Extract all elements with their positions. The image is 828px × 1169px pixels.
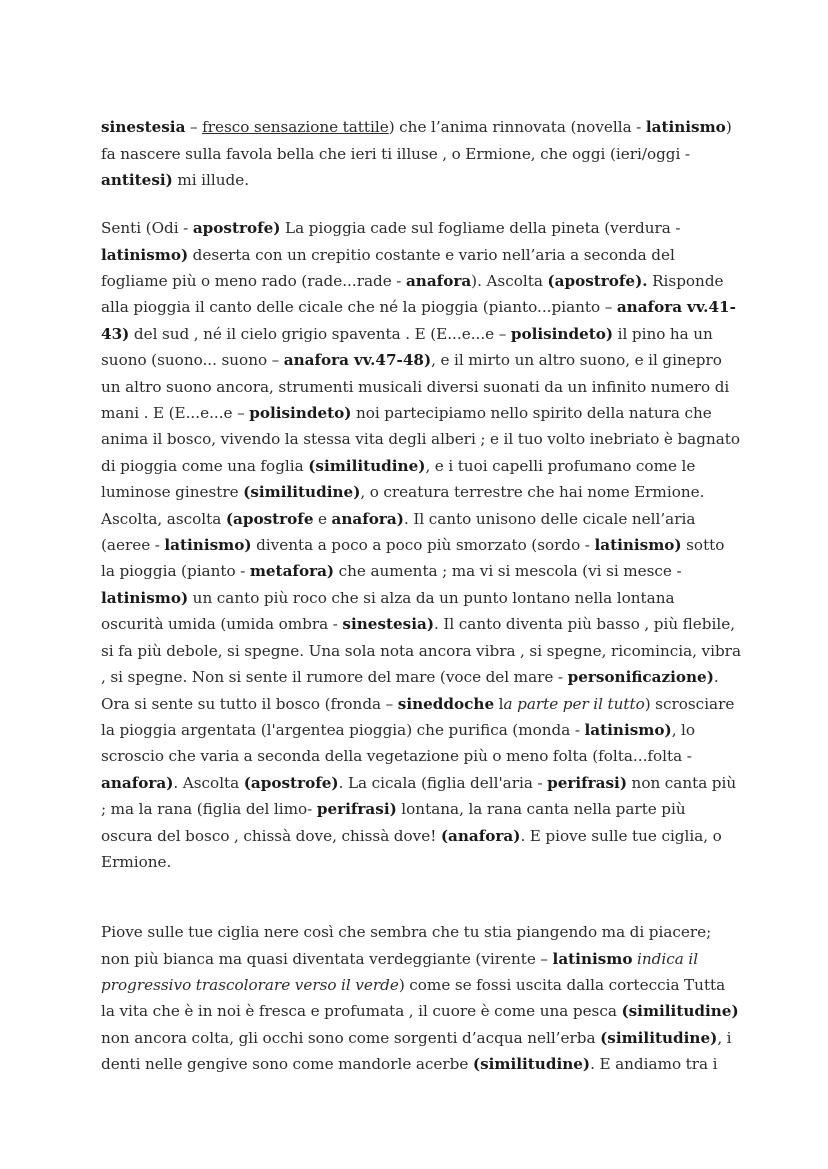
bold-term: polisindeto)	[249, 404, 352, 423]
bold-term: anafora)	[331, 509, 404, 528]
bold-term: personificazione)	[567, 668, 714, 687]
bold-term: anafora	[405, 272, 472, 290]
bold-term: latinismo	[645, 118, 726, 137]
bold-term: latinismo)	[594, 536, 682, 555]
text-run: Senti (Odi -	[101, 219, 193, 238]
text-run: ) scrosciare la pioggia argentata (l'argentea pioggia) che purifica (monda -	[101, 694, 735, 739]
text-run: ) come se fossi uscita dalla corteccia Tutta la vita che è in noi è fresca e profumata , il cuore è come una pesca	[101, 976, 726, 1021]
text-run: ). Ascolta	[471, 272, 548, 290]
bold-term: latinismo)	[164, 536, 252, 555]
text-run: ) che l’anima rinnovata (novella -	[388, 118, 646, 137]
bold-term: (apostrofe).	[547, 272, 648, 290]
text-run: , o creatura terrestre che hai nome Ermione. Ascolta, ascolta	[101, 483, 705, 528]
text-run: La pioggia cade sul fogliame della pineta (verdura -	[280, 219, 681, 238]
bold-term: (apostrofe)	[243, 773, 339, 792]
bold-term: (anafora)	[440, 826, 521, 845]
bold-term: anafora vv.47-48)	[283, 351, 432, 370]
text-run: , i denti nelle gengive sono come mandorle acerbe	[101, 1028, 732, 1074]
bold-term: polisindeto)	[510, 324, 614, 343]
bold-term: sineddoche	[397, 694, 495, 713]
italic-text: a parte per il tutto	[503, 694, 645, 713]
bold-term: antitesi)	[101, 171, 173, 189]
text-run: . E piove sulle tue ciglia, o Ermione.	[101, 826, 722, 871]
bold-term: latinismo)	[101, 588, 189, 607]
text-run: e	[313, 509, 332, 528]
text-run: il pino ha un suono (suono... suono –	[101, 324, 713, 370]
underlined-text: fresco sensazione tattile	[202, 118, 389, 137]
text-run: che aumenta ; ma vi si mescola (vi si mesce -	[334, 562, 682, 581]
text-run: diventa a poco a poco più smorzato (sordo -	[251, 536, 595, 555]
bold-term: apostrofe)	[192, 219, 281, 238]
bold-term: sinestesia)	[342, 615, 435, 634]
text-run: deserta con un crepitio costante e vario nell’aria a seconda del fogliame più o meno rado (rade...rade -	[101, 245, 675, 290]
text-run: , lo scroscio che varia a seconda della vegetazione più o meno folta (folta...folta -	[101, 720, 696, 766]
bold-term: (similitudine)	[243, 483, 361, 502]
text-run: un canto più roco che si alza da un punto lontano nella lontana oscurità umida (umida ombra -	[101, 588, 675, 634]
text-run: del sud , né il cielo grigio spaventa . E (E...e...e –	[129, 324, 511, 343]
bold-term: perifrasi)	[547, 773, 628, 792]
paragraph	[101, 215, 741, 875]
bold-term: (similitudine)	[472, 1055, 591, 1074]
text-run: –	[185, 118, 203, 137]
bold-term: (similitudine)	[621, 1002, 739, 1021]
text-run: lontana, la rana canta nella parte più oscura del bosco , chissà dove, chissà dove!	[101, 800, 686, 845]
text-run: . La cicala (figlia dell'aria -	[338, 773, 548, 792]
text-run: Piove sulle tue ciglia nere così che sembra che tu stia piangendo ma di piacere; non più bianca ma quasi diventata verdeggiante (virente –	[101, 923, 712, 968]
italic-text: indica il progressivo trascolorare verso il verde	[101, 949, 699, 994]
text-run: noi partecipiamo nello spirito della natura che anima il bosco, vivendo la stessa vita degli alberi ; e il tuo volto inebriato è bagnato di pioggia come una foglia	[101, 404, 741, 475]
text-run: mi illude.	[172, 171, 250, 189]
bold-term: latinismo	[552, 949, 633, 968]
text-run: non canta più ; ma la rana (figlia del limo-	[101, 773, 737, 819]
text-run: . Il canto diventa più basso , più flebile, si fa più debole, si spegne. Una sola nota ancora vibra , si spegne, ricomincia, vibra , si spegne. Non si sente il rumore del mare (voce del mare -	[101, 615, 741, 687]
bold-term: anafora)	[101, 773, 174, 792]
text-run: , e il mirto un altro suono, e il ginepro un altro suono ancora, strumenti musicali diversi suonati da un infinito numero di mani . E (E...e...e –	[101, 351, 730, 423]
text-run: non ancora colta, gli occhi sono come sorgenti d’acqua nell’erba	[101, 1028, 601, 1047]
text-run: . Il canto unisono delle cicale nell’aria (aeree -	[101, 509, 696, 555]
bold-term: (similitudine)	[308, 456, 426, 475]
bold-term: (apostrofe	[225, 509, 314, 528]
bold-term: sinestesia	[101, 118, 186, 137]
text-run: . E andiamo tra i	[590, 1055, 718, 1074]
paragraph	[101, 919, 741, 1077]
bold-term: anafora vv.41- 43)	[101, 298, 736, 343]
text-run: ) fa nascere sulla favola bella che ieri ti illuse , o Ermione, che oggi (ieri/oggi -	[101, 118, 732, 163]
paragraph	[101, 114, 741, 193]
bold-term: (similitudine)	[600, 1028, 718, 1047]
bold-term: latinismo)	[101, 245, 189, 264]
text-run: . Ora si sente su tutto il bosco (fronda –	[101, 668, 719, 713]
bold-term: perifrasi)	[316, 800, 397, 819]
text-run: sotto la pioggia (pianto -	[101, 536, 725, 581]
text-run: . Ascolta	[173, 773, 244, 792]
text-run: Risponde alla pioggia il canto delle cicale che né la pioggia (pianto...pianto –	[101, 272, 724, 317]
text-run: l	[494, 694, 504, 713]
bold-term: metafora)	[249, 562, 335, 581]
bold-term: latinismo)	[584, 720, 672, 739]
text-run: , e i tuoi capelli profumano come le luminose ginestre	[101, 456, 696, 502]
